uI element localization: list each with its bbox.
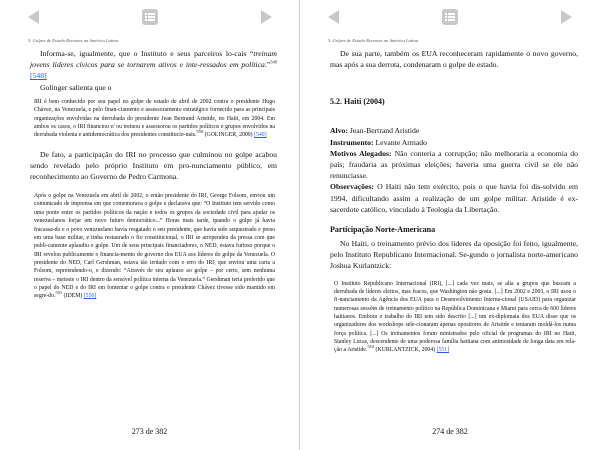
menu-button[interactable]: [142, 9, 158, 25]
target-line: Alvo: Jean-Bertrand Aristide: [330, 126, 420, 136]
next-page-button[interactable]: [258, 9, 274, 25]
prev-page-button[interactable]: [326, 9, 342, 25]
section-heading: 5.2. Haiti (2004): [330, 97, 385, 107]
block-quote: O Instituto Republicano Internacional (IRI), [...] cada vez mais, se alia a grupos que buscam a derrubada de líderes eleitos, mas fracos, que Washington não gosta. [...] Em 2002 e 2003, o IRI usou o fi-nanciamento da Agência dos EUA para o Desenvolvimento Interna-cional (USAID) para organizar numerosas sessões de treinamento político na República Dominicana e Miami para cerca de 600 líderes haitianos. Embora o trabalho do IRI tem sido descrito [...] um ex-diplomata dos EUA disse que os organizadores dos workshops sele-cionaram apenas opositores de Aristide e tentaram moldá-los numa força política. [...] Os treinamentos foram ministrados pelo oficial de programas do IRI no Haiti, Stanley Lucas, descendente de uma poderosa família haitiana com animosidade de longa data em rela-ção a Aristide.$^{552}$ (KURLANTZICK, 2004) [551]: [334, 280, 576, 354]
left-content: [30, 48, 277, 301]
block-quote: IRI é bem conhecido por seu papel no golpe de estado de abril de 2002 contra o presidente Hugo Chávez, na Venezuela, e pelo finan-ciamento e assessoramento estratégico fornecido para as principais organizações envolvidas na derrubada do presidente Jean Bertrand Aristide, no Haiti, em 2004. Em ambos os casos, o IRI financiou e/ ou treinou e assessorou os partidos políticos e grupos envolvidos na derrubada violenta e antidemocrática dos presidentes constitucio-nais.$^{550}$ (GOLINGER, 2009) [549]: [34, 98, 275, 139]
footnote-number: 552: [367, 344, 375, 350]
list-menu-icon: [142, 9, 158, 25]
motives-line: Motivos Alegados: Não conteria a corrupção; não melhoraria a economia do país; fraudaria as próximas eleições; haveria uma guerra civil se ele não renunciasse.: [330, 148, 578, 181]
footnote-number: 551: [55, 290, 63, 296]
footnote-link[interactable]: [549]: [254, 132, 267, 139]
paragraph: Informa-se, igualmente, que o Instituto e seus parceiros lo-cais “treinam jovens líderes cívicos para se tornarem ativos e inte-ressados em política.”$^{549}$ [548]: [30, 49, 277, 81]
paragraph: No Haiti, o treinamento prévio dos líderes da oposição foi feito, igualmente, pelo Instituto Republicano Internacional. Se-gundo o jornalista norte-americano Joshua Kurlantzick:: [330, 239, 578, 271]
running-header: 5. Golpes de Estado Recentes na América Latina: [28, 38, 118, 43]
menu-button[interactable]: [442, 9, 458, 25]
triangle-left-icon: [326, 9, 342, 25]
triangle-left-icon: [26, 9, 42, 25]
footnote-number: 550: [196, 129, 204, 135]
triangle-right-icon: [258, 9, 274, 25]
paragraph: Golinger salienta que o: [40, 82, 112, 92]
footnote-link[interactable]: [551]: [436, 347, 450, 354]
right-navbar: [300, 0, 600, 34]
page-number: 274 de 382: [432, 427, 468, 436]
paragraph: De sua parte, também os EUA reconheceram rapidamente o novo governo, mas após a sua derrota, condenaram o golpe de estado.: [330, 49, 578, 70]
prev-page-button[interactable]: [26, 9, 42, 25]
running-header: 5. Golpes de Estado Recentes na América Latina: [328, 38, 418, 43]
triangle-right-icon: [558, 9, 574, 25]
next-page-button[interactable]: [558, 9, 574, 25]
paragraph: De fato, a participação do IRI no processo que culminou no golpe acabou sendo revelado pelo próprio Instituto em pro-nunciamento público, em reconhecimento ao Governo de Pedro Carmona.: [30, 149, 277, 181]
footnote-number: 549: [270, 59, 277, 65]
subsection-heading: Participação Norte-Americana: [330, 225, 436, 235]
footnote-link[interactable]: [548]: [30, 71, 47, 81]
observations-line: Observações: O Haiti não tem exército, pois o que havia foi dis-solvido em 1994, dificultando assim a realização de um golpe militar. Aristide é ex-sacerdote católico, vinculado à Teologia da Libertação.: [330, 182, 578, 214]
list-menu-icon: [442, 9, 458, 25]
right-content: [330, 48, 578, 355]
block-quote: Após o golpe na Venezuela em abril de 2002, o então presidente do IRI, George Folsom, enviou um comunicado de imprensa em que comemorava o golpe e declarava que: “O Instituto tem servido como uma ponte entre os partidos políticos da nação e todos os grupos da sociedade civil para ajudar os venezuelanos forjar um novo futuro democrático...” Horas mais tarde, quando o golpe já havia fracassa-do e o povo venezuelano havia resgatado o seu presidente, que havia sido sequestrado e preso em uma base militar, e tinha restaurado o fio constitucional, o IRI se arrependeu da pressa com que publi-camente aplaudiu o golpe. Um de seus principais financiadores, o NED, estava furioso porque o IRI revelou publicamente o financia-mento do governo dos EUA aos líderes do golpe da Venezuela. O presidente do NED, Carl Gershman, estava tão irritado com o erro do IRI, que enviou uma carta a Folsom, repreendendo-o, e dizendo: “Através de seu aplauso ao golpe – por certo, sem nenhuma reserva – meteste o IRI dentro da sensível política interna da Venezuela.” Gershman teria preferido que o papel do NED e do IRI em fomentar o golpe contra o presidente Chávez tivesse sido mantido em segre-do.$^{551}$ (IDEM) [550]: [34, 193, 275, 300]
page-number: 273 de 382: [131, 427, 168, 436]
footnote-link[interactable]: [550]: [83, 293, 97, 300]
instrument-line: Instrumento: Levante Armado: [330, 137, 427, 147]
left-navbar: [0, 0, 299, 34]
right-page: [300, 0, 600, 450]
